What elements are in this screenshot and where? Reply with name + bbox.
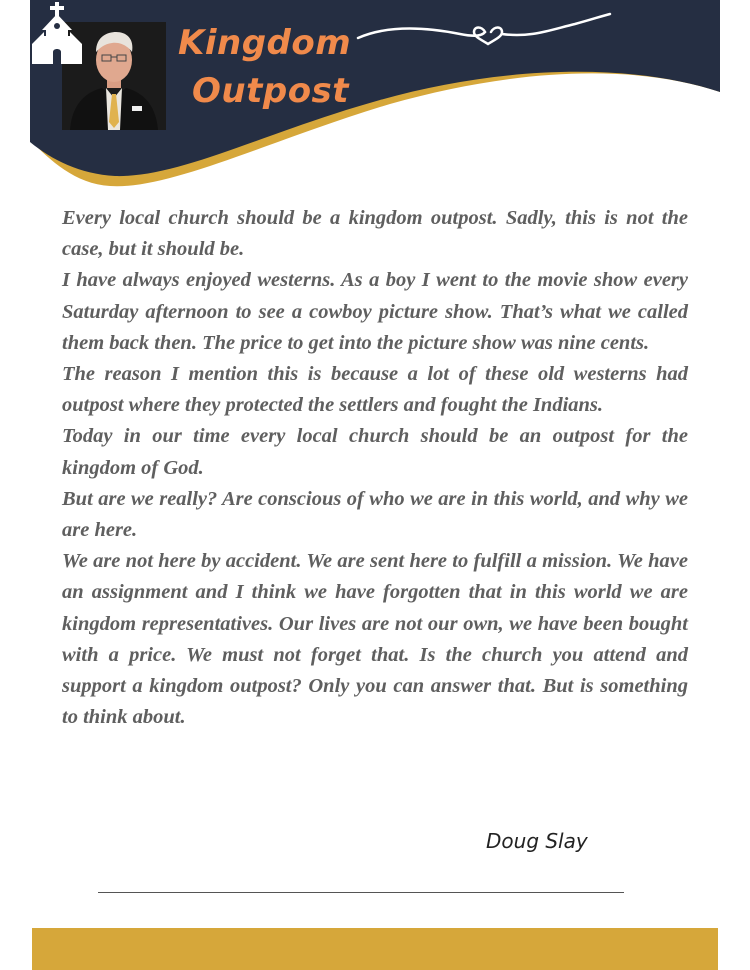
paragraph-4: Today in our time every local church should be an outpost for the kingdom of God. (62, 425, 688, 479)
title-line-1: Kingdom (178, 23, 352, 63)
author-signature: Doug Slay (486, 829, 588, 853)
church-icon (30, 0, 84, 66)
paragraph-3: The reason I mention this is because a lot of these old westerns had outpost where they protected the settlers and fought the Indians. (62, 363, 688, 417)
footer-bar (32, 928, 718, 970)
paragraph-2: I have always enjoyed westerns. As a boy I went to the movie show every Saturday afternoon to see a cowboy picture show. That’s what we called them back then. The price to get into the picture show was nine cents. (62, 269, 688, 354)
title-line-2: Outpost (192, 71, 350, 111)
divider-line (98, 892, 624, 893)
paragraph-6: We are not here by accident. We are sent here to fulfill a mission. We have an assignment and I think we have forgotten that in this world we are kingdom representatives. Our lives are not our own, we have been bought with a price. We must not forget that. Is the church you attend and support a kingdom outpost? Only you can answer that. But is something to think about. (62, 550, 688, 729)
paragraph-1: Every local church should be a kingdom outpost. Sadly, this is not the case, but it should be. (62, 207, 688, 261)
article-body (62, 203, 688, 733)
header-banner (30, 0, 720, 200)
paragraph-5: But are we really? Are conscious of who we are in this world, and why we are here. (62, 487, 688, 542)
